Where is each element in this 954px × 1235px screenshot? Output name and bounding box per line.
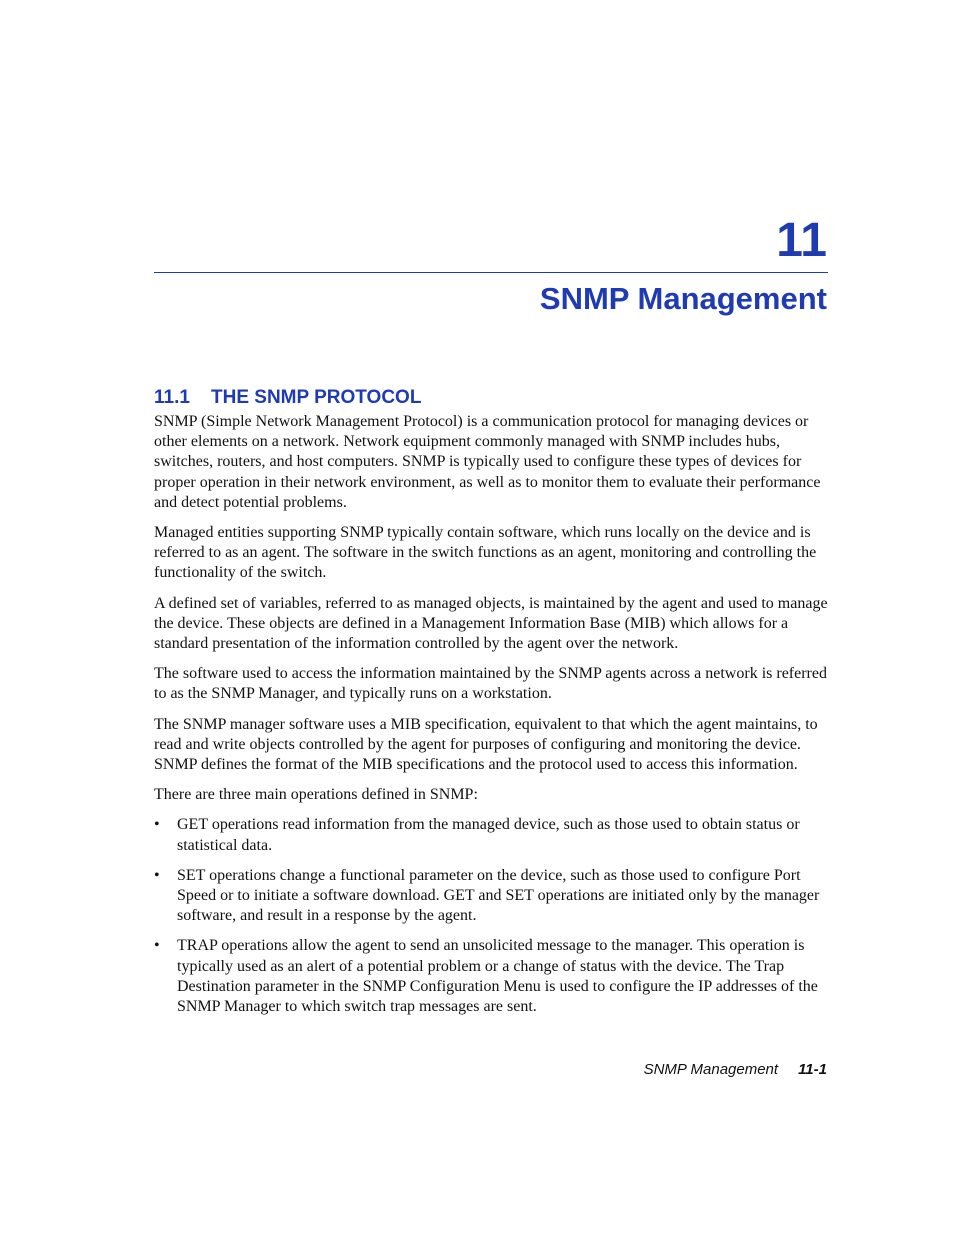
- operations-list: [154, 815, 828, 1017]
- paragraph-mib: A defined set of variables, referred to as managed objects, is maintained by the agent and used to manage the device. These objects are defined in a Management Information Base (MIB) which allows for a standard presentation of the information controlled by the agent over the network.: [154, 594, 828, 653]
- section-title: THE SNMP PROTOCOL: [211, 387, 422, 408]
- footer-title: SNMP Management: [643, 1061, 779, 1078]
- bullet-icon: •: [154, 816, 160, 834]
- chapter-number: 11: [776, 214, 827, 267]
- paragraph-mib-specification: The SNMP manager software uses a MIB specification, equivalent to that which the agent maintains, to read and write objects controlled by the agent for purposes of configuring and monitoring the device. SNMP defines the format of the MIB specifications and the protocol used to access this information.: [154, 715, 818, 774]
- paragraph-intro: SNMP (Simple Network Management Protocol) is a communication protocol for managing devices or other elements on a network. Network equipment commonly managed with SNMP includes hubs, switches, routers, and host computers. SNMP is typically used to configure these types of devices for proper operation in their network environment, as well as to monitor them to evaluate their performance and detect potential problems.: [154, 413, 821, 511]
- page-content: [154, 386, 828, 1027]
- page-footer: [644, 1060, 827, 1080]
- list-item-text: GET operations read information from the managed device, such as those used to obtain status or statistical data.: [177, 816, 800, 854]
- section-heading: [154, 386, 828, 410]
- page-number: 11-1: [798, 1061, 827, 1078]
- bullet-icon: •: [154, 937, 160, 955]
- section-number: 11.1: [154, 387, 190, 408]
- list-item-text: TRAP operations allow the agent to send an unsolicited message to the manager. This operation is typically used as an alert of a potential problem or a change of status with the device. The Trap Destination parameter in the SNMP Configuration Menu is used to configure the IP addresses of the SNMP Manager to which switch trap messages are sent.: [177, 937, 818, 1016]
- paragraph-agent: Managed entities supporting SNMP typically contain software, which runs locally on the device and is referred to as an agent. The software in the switch functions as an agent, monitoring and controlling the functionality of the switch.: [154, 524, 817, 582]
- bullet-icon: •: [154, 866, 160, 884]
- paragraph-operations-intro: There are three main operations defined in SNMP:: [154, 786, 478, 804]
- paragraph-manager: The software used to access the information maintained by the SNMP agents across a network is referred to as the SNMP Manager, and typically runs on a workstation.: [154, 665, 827, 703]
- chapter-divider: [154, 272, 828, 273]
- list-item-text: SET operations change a functional parameter on the device, such as those used to configure Port Speed or to initiate a software download. GET and SET operations are initiated only by the manager software, and result in a response by the agent.: [177, 866, 820, 925]
- list-item-set: [154, 866, 828, 927]
- list-item-trap: [154, 936, 828, 1017]
- chapter-title: SNMP Management: [539, 281, 827, 316]
- list-item-get: [154, 815, 828, 855]
